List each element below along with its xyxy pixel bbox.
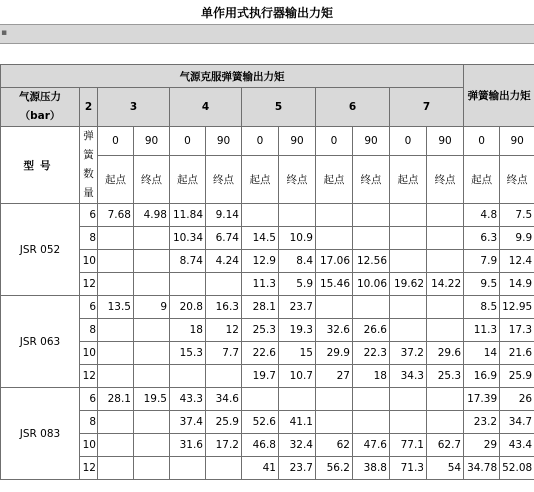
spring-qty-cell: 10 bbox=[80, 250, 98, 273]
torque-value-cell: 6.74 bbox=[206, 227, 242, 250]
table-row bbox=[1, 457, 534, 480]
spring-torque-header bbox=[464, 65, 534, 127]
torque-value-cell bbox=[427, 250, 464, 273]
torque-value-cell: 77.1 bbox=[390, 434, 427, 457]
torque-value-cell: 9 bbox=[134, 296, 170, 319]
torque-value-cell bbox=[206, 457, 242, 480]
table-row bbox=[1, 388, 534, 411]
spring-qty-cell: 8 bbox=[80, 411, 98, 434]
spring-qty-char: 簧 bbox=[83, 149, 94, 161]
torque-value-cell: 5.9 bbox=[279, 273, 316, 296]
torque-value-cell bbox=[427, 411, 464, 434]
torque-value-cell: 29.9 bbox=[316, 342, 353, 365]
torque-value-cell: 15.3 bbox=[170, 342, 206, 365]
torque-value-cell: 37.2 bbox=[390, 342, 427, 365]
torque-value-cell bbox=[353, 227, 390, 250]
torque-value-cell: 8.5 bbox=[464, 296, 500, 319]
torque-value-cell: 20.8 bbox=[170, 296, 206, 319]
torque-value-cell: 38.8 bbox=[353, 457, 390, 480]
torque-value-cell: 4.8 bbox=[464, 204, 500, 227]
table-row bbox=[1, 204, 534, 227]
torque-value-cell: 43.4 bbox=[500, 434, 534, 457]
model-cell: JSR 063 bbox=[1, 296, 80, 388]
torque-value-cell: 7.5 bbox=[500, 204, 534, 227]
torque-value-cell: 31.6 bbox=[170, 434, 206, 457]
torque-value-cell bbox=[98, 434, 134, 457]
torque-value-cell: 29 bbox=[464, 434, 500, 457]
end-label-cell: 终点 bbox=[279, 155, 316, 203]
torque-value-cell: 12.95 bbox=[500, 296, 534, 319]
document-title: 单作用式执行器输出力矩 bbox=[200, 6, 333, 20]
torque-value-cell bbox=[98, 273, 134, 296]
angle-0-cell: 0 bbox=[390, 127, 427, 156]
header-row-pressure bbox=[1, 88, 534, 127]
torque-value-cell bbox=[353, 204, 390, 227]
torque-value-cell: 41.1 bbox=[279, 411, 316, 434]
torque-value-cell bbox=[427, 388, 464, 411]
pressure-7: 7 bbox=[390, 88, 464, 127]
torque-value-cell bbox=[134, 365, 170, 388]
torque-value-cell: 18 bbox=[170, 319, 206, 342]
torque-value-cell bbox=[427, 227, 464, 250]
torque-value-cell: 25.3 bbox=[242, 319, 279, 342]
end-label-cell: 终点 bbox=[134, 155, 170, 203]
spring-qty-cell: 10 bbox=[80, 434, 98, 457]
angle-0-cell: 0 bbox=[242, 127, 279, 156]
header-row-group bbox=[1, 65, 534, 88]
spring-qty-char: 弹 bbox=[83, 130, 94, 142]
spring-qty-cell: 12 bbox=[80, 273, 98, 296]
torque-value-cell: 10.06 bbox=[353, 273, 390, 296]
torque-value-cell: 10.7 bbox=[279, 365, 316, 388]
torque-value-cell: 16.9 bbox=[464, 365, 500, 388]
torque-value-cell: 21.6 bbox=[500, 342, 534, 365]
torque-value-cell bbox=[98, 411, 134, 434]
torque-value-cell: 17.3 bbox=[500, 319, 534, 342]
torque-value-cell bbox=[134, 342, 170, 365]
torque-value-cell: 32.6 bbox=[316, 319, 353, 342]
spring-qty-char: 数 bbox=[83, 168, 94, 180]
torque-value-cell: 62 bbox=[316, 434, 353, 457]
torque-value-cell: 7.9 bbox=[464, 250, 500, 273]
torque-value-cell: 71.3 bbox=[390, 457, 427, 480]
torque-value-cell: 8.4 bbox=[279, 250, 316, 273]
torque-value-cell bbox=[98, 342, 134, 365]
angle-0-cell: 0 bbox=[98, 127, 134, 156]
torque-value-cell bbox=[134, 411, 170, 434]
torque-value-cell: 8.74 bbox=[170, 250, 206, 273]
torque-value-cell bbox=[170, 273, 206, 296]
torque-value-cell: 43.3 bbox=[170, 388, 206, 411]
torque-value-cell: 14.5 bbox=[242, 227, 279, 250]
torque-value-cell bbox=[353, 411, 390, 434]
torque-value-cell bbox=[279, 388, 316, 411]
spring-qty-cell: 8 bbox=[80, 227, 98, 250]
torque-value-cell: 12.4 bbox=[500, 250, 534, 273]
table-row bbox=[1, 434, 534, 457]
angle-0-cell: 0 bbox=[316, 127, 353, 156]
pressure-3: 3 bbox=[98, 88, 170, 127]
torque-value-cell: 17.06 bbox=[316, 250, 353, 273]
torque-value-cell bbox=[98, 250, 134, 273]
table-row bbox=[1, 296, 534, 319]
torque-value-cell: 19.62 bbox=[390, 273, 427, 296]
spring-qty-cell: 12 bbox=[80, 457, 98, 480]
torque-value-cell: 54 bbox=[427, 457, 464, 480]
start-label-cell: 起点 bbox=[242, 155, 279, 203]
spring-qty-label bbox=[80, 127, 98, 204]
torque-value-cell bbox=[134, 434, 170, 457]
torque-value-cell: 4.98 bbox=[134, 204, 170, 227]
torque-value-cell: 11.3 bbox=[464, 319, 500, 342]
torque-value-cell: 34.78 bbox=[464, 457, 500, 480]
torque-value-cell bbox=[98, 319, 134, 342]
pressure-5: 5 bbox=[242, 88, 316, 127]
torque-value-cell: 52.6 bbox=[242, 411, 279, 434]
angle-90-cell: 90 bbox=[427, 127, 464, 156]
group-header: 气源克服弹簧输出力矩 bbox=[1, 65, 464, 88]
torque-value-cell: 37.4 bbox=[170, 411, 206, 434]
torque-value-cell: 46.8 bbox=[242, 434, 279, 457]
torque-value-cell: 11.3 bbox=[242, 273, 279, 296]
torque-value-cell: 18 bbox=[353, 365, 390, 388]
torque-value-cell bbox=[98, 227, 134, 250]
torque-value-cell bbox=[427, 319, 464, 342]
torque-value-cell: 6.3 bbox=[464, 227, 500, 250]
spring-qty-cell: 6 bbox=[80, 296, 98, 319]
end-label-cell: 终点 bbox=[353, 155, 390, 203]
torque-value-cell: 32.4 bbox=[279, 434, 316, 457]
spring-qty-cell: 6 bbox=[80, 388, 98, 411]
torque-value-cell bbox=[390, 319, 427, 342]
torque-value-cell: 19.7 bbox=[242, 365, 279, 388]
spring-qty-char: 量 bbox=[83, 187, 94, 199]
pressure-4: 4 bbox=[170, 88, 242, 127]
model-cell: JSR 083 bbox=[1, 388, 80, 480]
torque-value-cell: 12.9 bbox=[242, 250, 279, 273]
torque-value-cell: 4.24 bbox=[206, 250, 242, 273]
torque-value-cell bbox=[134, 457, 170, 480]
torque-value-cell: 23.7 bbox=[279, 457, 316, 480]
torque-value-cell bbox=[390, 204, 427, 227]
torque-value-cell bbox=[98, 457, 134, 480]
table-row bbox=[1, 411, 534, 434]
end-label-cell: 终点 bbox=[206, 155, 242, 203]
model-cell: JSR 052 bbox=[1, 204, 80, 296]
table-row bbox=[1, 365, 534, 388]
start-label-cell: 起点 bbox=[316, 155, 353, 203]
torque-value-cell: 25.3 bbox=[427, 365, 464, 388]
torque-value-cell: 14.9 bbox=[500, 273, 534, 296]
start-label-cell: 起点 bbox=[464, 155, 500, 203]
torque-value-cell: 23.7 bbox=[279, 296, 316, 319]
torque-value-cell bbox=[170, 457, 206, 480]
spring-qty-cell: 12 bbox=[80, 365, 98, 388]
table-row bbox=[1, 273, 534, 296]
torque-value-cell bbox=[206, 365, 242, 388]
torque-value-cell: 13.5 bbox=[98, 296, 134, 319]
torque-value-cell bbox=[353, 388, 390, 411]
header-row-angle bbox=[1, 127, 534, 156]
start-label-cell: 起点 bbox=[170, 155, 206, 203]
pressure-label-line1: 气源压力 bbox=[19, 91, 61, 103]
torque-value-cell bbox=[134, 227, 170, 250]
table-row bbox=[1, 227, 534, 250]
torque-value-cell bbox=[316, 204, 353, 227]
torque-value-cell bbox=[353, 296, 390, 319]
torque-value-cell: 19.5 bbox=[134, 388, 170, 411]
torque-value-cell bbox=[316, 411, 353, 434]
torque-value-cell: 7.7 bbox=[206, 342, 242, 365]
torque-value-cell bbox=[134, 273, 170, 296]
torque-value-cell: 56.2 bbox=[316, 457, 353, 480]
pressure-2: 2 bbox=[80, 88, 98, 127]
end-label-cell: 终点 bbox=[427, 155, 464, 203]
torque-value-cell: 7.68 bbox=[98, 204, 134, 227]
angle-90-cell: 90 bbox=[206, 127, 242, 156]
angle-90-cell: 90 bbox=[279, 127, 316, 156]
spring-qty-cell: 8 bbox=[80, 319, 98, 342]
torque-value-cell: 17.39 bbox=[464, 388, 500, 411]
torque-value-cell: 34.7 bbox=[500, 411, 534, 434]
torque-value-cell: 29.6 bbox=[427, 342, 464, 365]
torque-value-cell: 22.3 bbox=[353, 342, 390, 365]
torque-value-cell bbox=[316, 227, 353, 250]
torque-value-cell bbox=[316, 388, 353, 411]
torque-value-cell bbox=[390, 388, 427, 411]
end-label-cell: 终点 bbox=[500, 155, 534, 203]
torque-value-cell bbox=[170, 365, 206, 388]
paragraph-mark-icon: ▪ bbox=[1, 28, 8, 38]
torque-value-cell: 26 bbox=[500, 388, 534, 411]
torque-value-cell bbox=[316, 296, 353, 319]
torque-value-cell bbox=[242, 204, 279, 227]
model-label: 型号 bbox=[1, 127, 80, 204]
pressure-label-line2: （bar） bbox=[19, 110, 61, 122]
torque-value-cell bbox=[279, 204, 316, 227]
torque-value-cell: 16.3 bbox=[206, 296, 242, 319]
pressure-6: 6 bbox=[316, 88, 390, 127]
angle-90-cell: 90 bbox=[500, 127, 534, 156]
angle-90-cell: 90 bbox=[353, 127, 390, 156]
torque-value-cell bbox=[134, 319, 170, 342]
table-row bbox=[1, 250, 534, 273]
start-label-cell: 起点 bbox=[98, 155, 134, 203]
angle-90-cell: 90 bbox=[134, 127, 170, 156]
torque-value-cell bbox=[134, 250, 170, 273]
torque-value-cell bbox=[206, 273, 242, 296]
torque-value-cell: 26.6 bbox=[353, 319, 390, 342]
torque-value-cell: 9.5 bbox=[464, 273, 500, 296]
spring-qty-cell: 10 bbox=[80, 342, 98, 365]
torque-value-cell: 47.6 bbox=[353, 434, 390, 457]
angle-0-cell: 0 bbox=[464, 127, 500, 156]
torque-value-cell: 62.7 bbox=[427, 434, 464, 457]
torque-value-cell: 23.2 bbox=[464, 411, 500, 434]
section-bar bbox=[0, 24, 534, 44]
torque-value-cell: 41 bbox=[242, 457, 279, 480]
torque-value-cell bbox=[427, 204, 464, 227]
torque-value-cell: 15.46 bbox=[316, 273, 353, 296]
torque-value-cell: 25.9 bbox=[500, 365, 534, 388]
spring-qty-cell: 6 bbox=[80, 204, 98, 227]
torque-value-cell bbox=[390, 296, 427, 319]
torque-value-cell: 12 bbox=[206, 319, 242, 342]
torque-value-cell: 27 bbox=[316, 365, 353, 388]
torque-value-cell bbox=[390, 227, 427, 250]
angle-0-cell: 0 bbox=[170, 127, 206, 156]
torque-value-cell: 34.3 bbox=[390, 365, 427, 388]
torque-value-cell: 15 bbox=[279, 342, 316, 365]
torque-value-cell: 10.34 bbox=[170, 227, 206, 250]
start-label-cell: 起点 bbox=[390, 155, 427, 203]
torque-table bbox=[0, 64, 534, 480]
torque-value-cell: 28.1 bbox=[242, 296, 279, 319]
torque-value-cell: 11.84 bbox=[170, 204, 206, 227]
torque-value-cell: 9.14 bbox=[206, 204, 242, 227]
blank-gap bbox=[0, 44, 534, 64]
torque-value-cell bbox=[390, 250, 427, 273]
torque-value-cell: 9.9 bbox=[500, 227, 534, 250]
torque-value-cell bbox=[390, 411, 427, 434]
torque-value-cell: 52.08 bbox=[500, 457, 534, 480]
torque-value-cell: 34.6 bbox=[206, 388, 242, 411]
torque-value-cell: 22.6 bbox=[242, 342, 279, 365]
torque-value-cell bbox=[242, 388, 279, 411]
torque-value-cell: 25.9 bbox=[206, 411, 242, 434]
torque-value-cell: 19.3 bbox=[279, 319, 316, 342]
pressure-label bbox=[1, 88, 80, 127]
torque-value-cell: 28.1 bbox=[98, 388, 134, 411]
torque-value-cell: 14 bbox=[464, 342, 500, 365]
torque-value-cell: 14.22 bbox=[427, 273, 464, 296]
torque-value-cell bbox=[427, 296, 464, 319]
torque-value-cell: 12.56 bbox=[353, 250, 390, 273]
torque-value-cell: 10.9 bbox=[279, 227, 316, 250]
torque-value-cell bbox=[98, 365, 134, 388]
table-row bbox=[1, 319, 534, 342]
table-row bbox=[1, 342, 534, 365]
spring-torque-header-text: 弹簧输出力矩 bbox=[467, 90, 531, 102]
torque-value-cell: 17.2 bbox=[206, 434, 242, 457]
